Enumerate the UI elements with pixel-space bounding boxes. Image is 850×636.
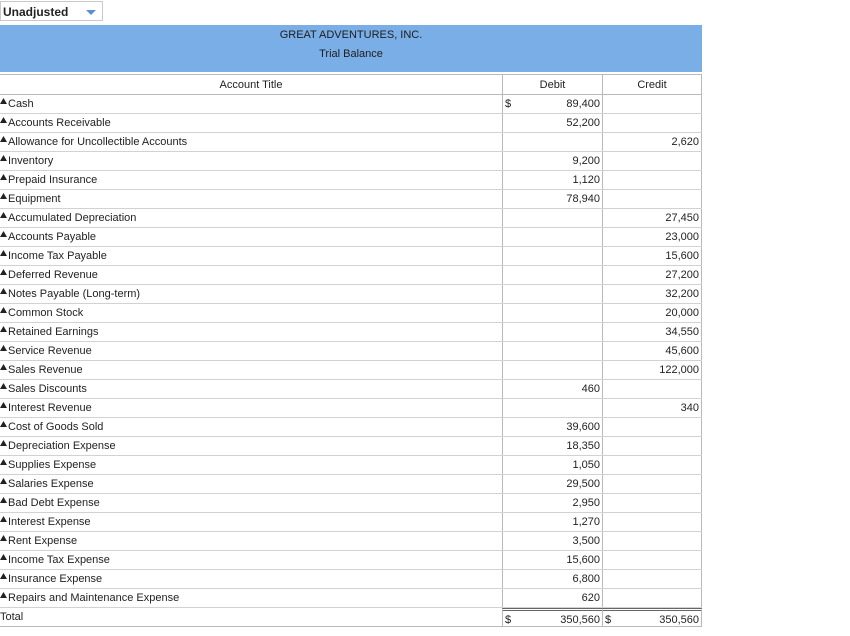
account-name: Prepaid Insurance — [8, 174, 98, 186]
debit-amount: 460 — [581, 383, 600, 395]
account-cell[interactable] — [0, 456, 502, 474]
credit-input[interactable] — [602, 247, 702, 265]
account-cell[interactable] — [0, 513, 502, 531]
debit-header: Debit — [502, 75, 602, 94]
credit-amount: 23,000 — [665, 231, 699, 243]
account-name: Sales Revenue — [8, 364, 83, 376]
table-row — [0, 380, 702, 399]
debit-amount: 29,500 — [566, 478, 600, 490]
account-select-icon[interactable] — [0, 459, 7, 465]
credit-input[interactable] — [602, 190, 702, 208]
credit-input[interactable] — [602, 380, 702, 398]
debit-input[interactable] — [502, 589, 602, 607]
debit-input[interactable] — [502, 399, 602, 417]
debit-input[interactable] — [502, 152, 602, 170]
debit-amount: 39,600 — [566, 421, 600, 433]
account-cell[interactable] — [0, 209, 502, 227]
account-select-icon[interactable] — [0, 117, 7, 123]
account-select-icon[interactable] — [0, 402, 7, 408]
credit-input[interactable] — [602, 589, 702, 607]
credit-amount: 27,200 — [665, 269, 699, 281]
account-select-icon[interactable] — [0, 307, 7, 313]
total-label-cell — [0, 608, 502, 626]
total-debit — [502, 608, 602, 626]
account-cell[interactable] — [0, 323, 502, 341]
table-header-row — [0, 75, 702, 95]
account-select-icon[interactable] — [0, 364, 7, 370]
credit-input[interactable] — [602, 513, 702, 531]
total-row — [0, 608, 702, 627]
credit-input[interactable] — [602, 494, 702, 512]
account-cell[interactable] — [0, 589, 502, 607]
credit-input[interactable] — [602, 342, 702, 360]
currency-symbol: $ — [505, 98, 512, 110]
credit-amount: 20,000 — [665, 307, 699, 319]
account-cell[interactable] — [0, 171, 502, 189]
debit-amount: 2,950 — [572, 497, 600, 509]
credit-amount: 340 — [680, 402, 699, 414]
account-name: Notes Payable (Long-term) — [8, 288, 141, 300]
credit-amount: 2,620 — [671, 136, 699, 148]
account-name: Common Stock — [8, 307, 84, 319]
account-name: Salaries Expense — [8, 478, 94, 490]
debit-input[interactable] — [502, 475, 602, 493]
debit-input[interactable] — [502, 570, 602, 588]
debit-input[interactable] — [502, 532, 602, 550]
account-cell[interactable] — [0, 475, 502, 493]
debit-input[interactable] — [502, 266, 602, 284]
account-select-icon[interactable] — [0, 269, 7, 275]
account-select-icon[interactable] — [0, 155, 7, 161]
table-row — [0, 494, 702, 513]
credit-input[interactable] — [602, 152, 702, 170]
account-name: Service Revenue — [8, 345, 92, 357]
debit-amount: 1,270 — [572, 516, 600, 528]
account-select-icon[interactable] — [0, 383, 7, 389]
table-row — [0, 304, 702, 323]
debit-amount: 1,050 — [572, 459, 600, 471]
account-name: Supplies Expense — [8, 459, 97, 471]
account-cell[interactable] — [0, 114, 502, 132]
account-cell[interactable] — [0, 266, 502, 284]
table-row — [0, 95, 702, 114]
table-row — [0, 399, 702, 418]
account-cell[interactable] — [0, 570, 502, 588]
debit-amount: 52,200 — [566, 117, 600, 129]
account-select-icon[interactable] — [0, 573, 7, 579]
debit-input[interactable] — [502, 494, 602, 512]
account-cell[interactable] — [0, 133, 502, 151]
account-select-icon[interactable] — [0, 98, 7, 104]
account-name: Income Tax Payable — [8, 250, 107, 262]
account-name: Depreciation Expense — [8, 440, 116, 452]
account-cell[interactable] — [0, 95, 502, 113]
account-select-icon[interactable] — [0, 421, 7, 427]
account-select-icon[interactable] — [0, 212, 7, 218]
account-name: Insurance Expense — [8, 573, 103, 585]
debit-amount: 3,500 — [572, 535, 600, 547]
credit-amount: 45,600 — [665, 345, 699, 357]
account-cell[interactable] — [0, 494, 502, 512]
debit-input[interactable] — [502, 380, 602, 398]
debit-input[interactable] — [502, 456, 602, 474]
debit-input[interactable] — [502, 551, 602, 569]
account-cell[interactable] — [0, 437, 502, 455]
table-row — [0, 133, 702, 152]
account-cell[interactable] — [0, 551, 502, 569]
credit-input[interactable] — [602, 304, 702, 322]
report-header — [0, 25, 702, 72]
account-name: Cash — [8, 98, 34, 110]
table-row — [0, 570, 702, 589]
debit-input[interactable] — [502, 418, 602, 436]
debit-input[interactable] — [502, 342, 602, 360]
credit-input[interactable] — [602, 95, 702, 113]
account-title-header: Account Title — [219, 79, 283, 91]
debit-input[interactable] — [502, 190, 602, 208]
account-name: Interest Expense — [8, 516, 91, 528]
table-row — [0, 114, 702, 133]
total-credit-amount: 350,560 — [659, 614, 699, 626]
credit-amount: 34,550 — [665, 326, 699, 338]
credit-amount: 32,200 — [665, 288, 699, 300]
table-row — [0, 247, 702, 266]
debit-input[interactable] — [502, 228, 602, 246]
balance-type-value: Unadjusted — [3, 5, 69, 19]
credit-input[interactable] — [602, 285, 702, 303]
debit-input[interactable] — [502, 304, 602, 322]
debit-amount: 9,200 — [572, 155, 600, 167]
account-name: Bad Debt Expense — [8, 497, 100, 509]
credit-input[interactable] — [602, 399, 702, 417]
table-row — [0, 190, 702, 209]
account-name: Inventory — [8, 155, 54, 167]
debit-input[interactable] — [502, 171, 602, 189]
account-select-icon[interactable] — [0, 288, 7, 294]
account-cell[interactable] — [0, 304, 502, 322]
credit-input[interactable] — [602, 171, 702, 189]
total-credit — [602, 608, 702, 626]
credit-input[interactable] — [602, 266, 702, 284]
account-select-icon[interactable] — [0, 497, 7, 503]
table-row — [0, 152, 702, 171]
credit-input[interactable] — [602, 475, 702, 493]
account-select-icon[interactable] — [0, 174, 7, 180]
debit-input[interactable] — [502, 95, 602, 113]
table-row — [0, 342, 702, 361]
account-select-icon[interactable] — [0, 136, 7, 142]
account-name: Equipment — [8, 193, 61, 205]
credit-input[interactable] — [602, 437, 702, 455]
debit-input[interactable] — [502, 133, 602, 151]
debit-input[interactable] — [502, 361, 602, 379]
table-row — [0, 171, 702, 190]
credit-input[interactable] — [602, 209, 702, 227]
balance-type-dropdown[interactable] — [0, 1, 103, 21]
table-row — [0, 551, 702, 570]
account-name: Retained Earnings — [8, 326, 99, 338]
credit-amount: 15,600 — [665, 250, 699, 262]
debit-input[interactable] — [502, 437, 602, 455]
debit-input[interactable] — [502, 285, 602, 303]
table-row — [0, 285, 702, 304]
debit-amount: 620 — [581, 592, 600, 604]
account-select-icon[interactable] — [0, 250, 7, 256]
debit-amount: 18,350 — [566, 440, 600, 452]
debit-input[interactable] — [502, 513, 602, 531]
account-select-icon[interactable] — [0, 535, 7, 541]
account-select-icon[interactable] — [0, 592, 7, 598]
account-select-icon[interactable] — [0, 516, 7, 522]
table-row — [0, 209, 702, 228]
table-row — [0, 228, 702, 247]
account-cell[interactable] — [0, 190, 502, 208]
debit-amount: 89,400 — [566, 98, 600, 110]
account-select-icon[interactable] — [0, 193, 7, 199]
table-row — [0, 456, 702, 475]
account-name: Interest Revenue — [8, 402, 92, 414]
credit-input[interactable] — [602, 361, 702, 379]
account-name: Accounts Payable — [8, 231, 97, 243]
account-name: Accumulated Depreciation — [8, 212, 137, 224]
account-cell[interactable] — [0, 380, 502, 398]
account-cell[interactable] — [0, 532, 502, 550]
debit-input[interactable] — [502, 209, 602, 227]
account-name: Sales Discounts — [8, 383, 87, 395]
account-cell[interactable] — [0, 361, 502, 379]
account-select-icon[interactable] — [0, 554, 7, 560]
credit-input[interactable] — [602, 418, 702, 436]
table-row — [0, 532, 702, 551]
table-row — [0, 589, 702, 608]
account-select-icon[interactable] — [0, 345, 7, 351]
account-select-icon[interactable] — [0, 440, 7, 446]
credit-input[interactable] — [602, 133, 702, 151]
account-cell[interactable] — [0, 152, 502, 170]
total-debit-amount: 350,560 — [560, 614, 600, 626]
credit-amount: 122,000 — [659, 364, 699, 376]
debit-input[interactable] — [502, 114, 602, 132]
credit-input[interactable] — [602, 570, 702, 588]
account-cell[interactable] — [0, 285, 502, 303]
account-select-icon[interactable] — [0, 478, 7, 484]
debit-amount: 1,120 — [572, 174, 600, 186]
total-label: Total — [0, 611, 24, 623]
table-row — [0, 266, 702, 285]
debit-input[interactable] — [502, 323, 602, 341]
account-name: Cost of Goods Sold — [8, 421, 104, 433]
table-row — [0, 513, 702, 532]
company-name: GREAT ADVENTURES, INC. — [279, 29, 423, 41]
account-name: Rent Expense — [8, 535, 78, 547]
account-name: Deferred Revenue — [8, 269, 98, 281]
account-select-icon[interactable] — [0, 231, 7, 237]
credit-input[interactable] — [602, 456, 702, 474]
currency-symbol: $ — [505, 614, 512, 626]
account-cell[interactable] — [0, 228, 502, 246]
credit-header: Credit — [602, 75, 702, 94]
credit-input[interactable] — [602, 114, 702, 132]
account-name: Income Tax Expense — [8, 554, 110, 566]
debit-amount: 78,940 — [566, 193, 600, 205]
table-row — [0, 361, 702, 380]
account-name: Allowance for Uncollectible Accounts — [8, 136, 188, 148]
account-select-icon[interactable] — [0, 326, 7, 332]
table-row — [0, 475, 702, 494]
credit-input[interactable] — [602, 323, 702, 341]
debit-input[interactable] — [502, 247, 602, 265]
table-row — [0, 418, 702, 437]
debit-amount: 15,600 — [566, 554, 600, 566]
table-row — [0, 323, 702, 342]
report-title: Trial Balance — [319, 48, 383, 60]
currency-symbol: $ — [605, 614, 612, 626]
trial-balance-table — [0, 74, 702, 627]
account-cell[interactable] — [0, 418, 502, 436]
credit-amount: 27,450 — [665, 212, 699, 224]
credit-input[interactable] — [602, 551, 702, 569]
account-cell[interactable] — [0, 399, 502, 417]
debit-amount: 6,800 — [572, 573, 600, 585]
account-name: Repairs and Maintenance Expense — [8, 592, 180, 604]
account-cell[interactable] — [0, 247, 502, 265]
table-row — [0, 437, 702, 456]
account-cell[interactable] — [0, 342, 502, 360]
credit-input[interactable] — [602, 228, 702, 246]
chevron-down-icon[interactable] — [86, 10, 96, 15]
credit-input[interactable] — [602, 532, 702, 550]
account-name: Accounts Receivable — [8, 117, 111, 129]
